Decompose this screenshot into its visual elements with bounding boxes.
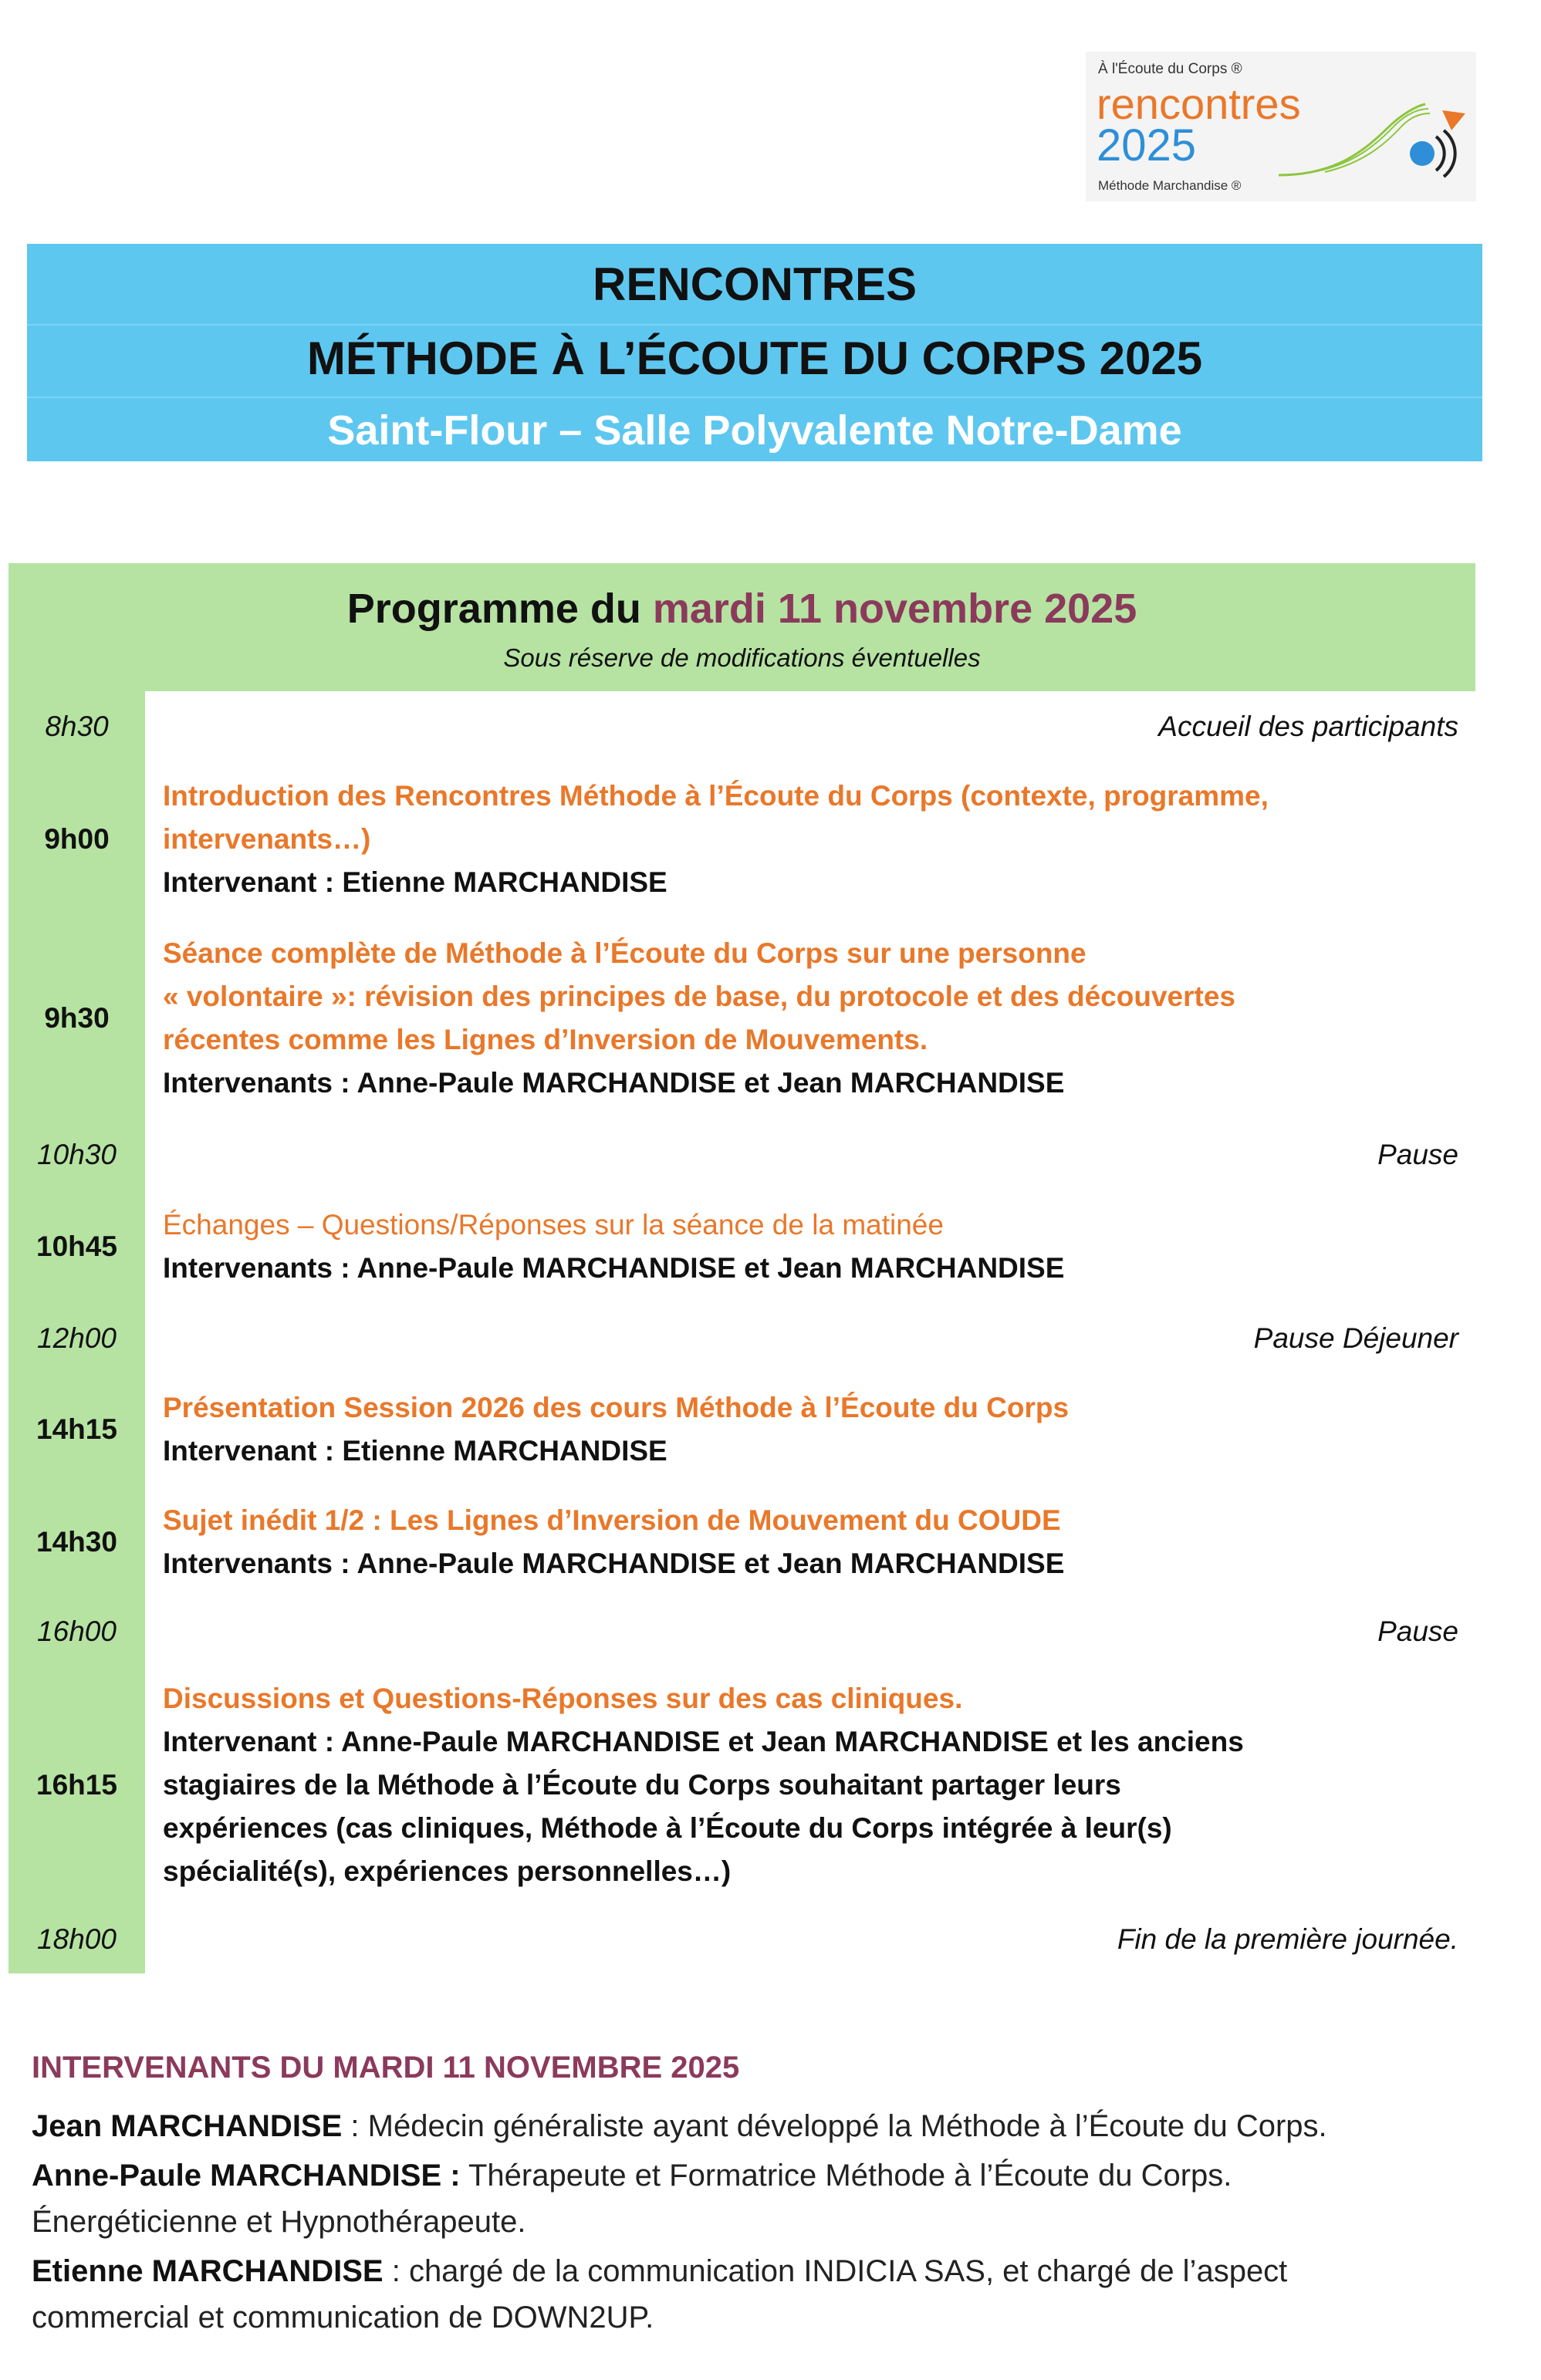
session-title: intervenants…) (163, 823, 371, 855)
bio-text: Thérapeute et Formatrice Méthode à l’Écoute du Corps. (468, 2159, 1232, 2193)
session-title: Discussions et Questions-Réponses sur des cas cliniques. (163, 1683, 963, 1714)
logo-top-tag: À l'Écoute du Corps ® (1098, 61, 1242, 77)
schedule-row (8, 1486, 1475, 1598)
bio-etienne (32, 2248, 1475, 2341)
row-label: Fin de la première journée. (1117, 1923, 1458, 1955)
row-time: 18h00 (37, 1923, 117, 1955)
bio-text: commercial et communication de DOWN2UP. (32, 2301, 654, 2334)
session-speaker: Intervenant : Anne-Paule MARCHANDISE et Jean MARCHANDISE et les anciens (163, 1726, 1244, 1757)
row-time: 10h30 (37, 1139, 117, 1170)
session-speaker: spécialité(s), expériences personnelles…) (163, 1855, 732, 1887)
row-time: 16h15 (36, 1769, 117, 1801)
row-time: 10h45 (36, 1231, 117, 1262)
row-time: 16h00 (37, 1615, 117, 1647)
logo-word: rencontres (1097, 79, 1301, 128)
row-content (163, 762, 1458, 917)
row-content (163, 1665, 1458, 1906)
logo-year: 2025 (1097, 120, 1197, 170)
row-content (163, 917, 1458, 1120)
bio-name: Jean MARCHANDISE (32, 2109, 343, 2143)
schedule-row (8, 1906, 1475, 1973)
row-time: 9h30 (44, 1002, 110, 1034)
programme-title-prefix: Programme du (346, 586, 641, 632)
row-content (163, 1190, 1458, 1304)
bio-name: Anne-Paule MARCHANDISE : (32, 2159, 461, 2193)
programme-date: mardi 11 novembre 2025 (652, 586, 1137, 632)
schedule-row (8, 1190, 1475, 1304)
schedule-row (8, 1598, 1475, 1665)
title-banner (27, 244, 1482, 461)
row-time: 14h30 (36, 1526, 117, 1558)
row-time: 14h15 (36, 1413, 117, 1445)
bio-sep: : (383, 2254, 409, 2288)
bio-jean (32, 2103, 1475, 2149)
bio-sep (461, 2159, 468, 2193)
session-title: « volontaire »: révision des principes de base, du protocole et des découvertes (163, 981, 1235, 1012)
row-label: Pause Déjeuner (1253, 1322, 1458, 1354)
logo-bottom-tag: Méthode Marchandise ® (1098, 178, 1242, 193)
schedule-row (8, 1304, 1475, 1373)
schedule-row (8, 917, 1475, 1120)
row-content (163, 1373, 1458, 1486)
schedule-row (8, 1373, 1475, 1486)
session-speaker: Intervenant : Etienne MARCHANDISE (163, 1435, 667, 1467)
row-label: Pause (1377, 1615, 1458, 1647)
session-speaker: stagiaires de la Méthode à l’Écoute du Corps souhaitant partager leurs (163, 1769, 1121, 1801)
session-speaker: Intervenants : Anne-Paule MARCHANDISE et Jean MARCHANDISE (163, 1548, 1065, 1579)
row-label: Accueil des participants (1158, 711, 1458, 742)
session-title: Sujet inédit 1/2 : Les Lignes d’Inversion de Mouvement du COUDE (163, 1504, 1061, 1536)
bio-text: Énergéticienne et Hypnothérapeute. (32, 2205, 526, 2239)
session-title: Échanges – Questions/Réponses sur la séance de la matinée (163, 1209, 944, 1241)
row-time: 9h00 (44, 823, 110, 855)
schedule-row (8, 762, 1475, 917)
banner-location: Saint-Flour – Salle Polyvalente Notre-Dame (27, 397, 1482, 463)
logo-wave-icon (1271, 83, 1468, 191)
bio-text: chargé de la communication INDICIA SAS, et chargé de l’aspect (408, 2254, 1288, 2288)
session-title: Introduction des Rencontres Méthode à l’Écoute du Corps (contexte, programme, (163, 780, 1269, 812)
intervenants-title: INTERVENANTS DU MARDI 11 NOVEMBRE 2025 (32, 2051, 740, 2085)
schedule-row (8, 691, 1475, 762)
bio-anne-paule (32, 2152, 1475, 2245)
bio-text: Médecin généraliste ayant développé la Méthode à l’Écoute du Corps. (367, 2109, 1327, 2143)
session-title: Présentation Session 2026 des cours Méthode à l’Écoute du Corps (163, 1392, 1070, 1423)
session-speaker: Intervenant : Etienne MARCHANDISE (163, 866, 667, 898)
session-speaker: Intervenants : Anne-Paule MARCHANDISE et Jean MARCHANDISE (163, 1252, 1065, 1284)
row-time: 8h30 (45, 711, 109, 742)
row-content (163, 1486, 1458, 1598)
bio-sep: : (342, 2109, 368, 2143)
session-title: Séance complète de Méthode à l’Écoute du Corps sur une personne (163, 937, 1086, 969)
programme-note: Sous réserve de modifications éventuelles (503, 643, 981, 672)
bio-name: Etienne MARCHANDISE (32, 2254, 384, 2288)
session-title: récentes comme les Lignes d’Inversion de Mouvements. (163, 1024, 928, 1055)
row-label: Pause (1377, 1139, 1458, 1170)
programme-title (8, 585, 1475, 633)
programme-header (8, 563, 1475, 691)
row-time: 12h00 (37, 1322, 117, 1354)
banner-line-1: RENCONTRES (592, 258, 918, 310)
logo (1086, 52, 1476, 201)
session-speaker: Intervenants : Anne-Paule MARCHANDISE et Jean MARCHANDISE (163, 1067, 1065, 1099)
banner-line-2: MÉTHODE À L’ÉCOUTE DU CORPS 2025 (27, 324, 1482, 392)
schedule-row (8, 1120, 1475, 1190)
session-speaker: expériences (cas cliniques, Méthode à l’Écoute du Corps intégrée à leur(s) (163, 1812, 1172, 1844)
schedule-row (8, 1665, 1475, 1906)
